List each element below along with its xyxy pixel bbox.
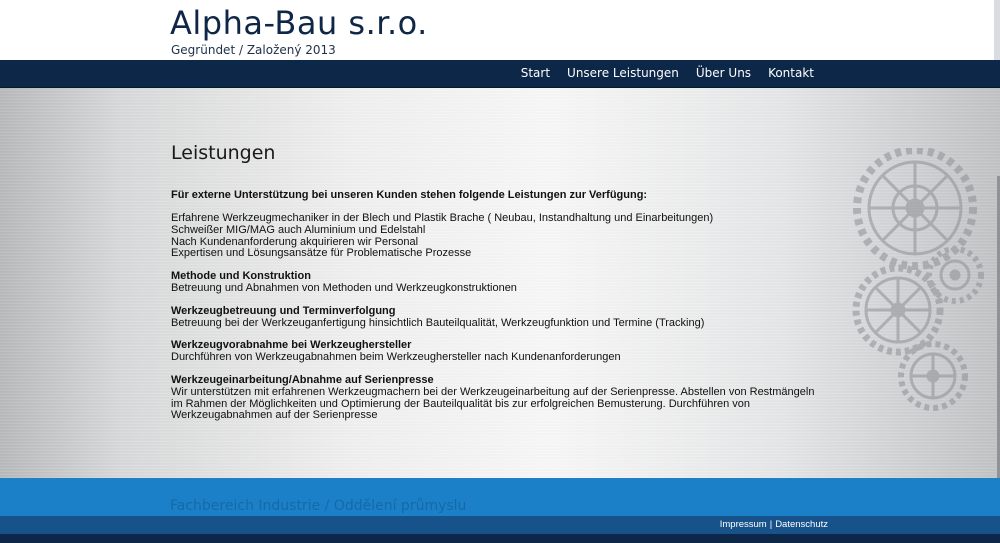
nav-item-kontakt[interactable]: Kontakt [768,66,814,80]
department-text: Fachbereich Industrie / Oddělení průmyslu [170,498,467,514]
site-tagline: Gegründet / Založený 2013 [171,43,336,57]
service-text: Wir unterstützen mit erfahrenen Werkzeugmachern bei der Werkzeugeinarbeitung auf der Serienpresse. Abstellen von Restmängeln im Rahmen der Möglichkeiten und Optimierung der Bauteilqualität bis zur erfolgreichen Bemusterung. Durchführen von Werkzeugabnahmen auf der Serienpresse [171,385,815,422]
department-band [0,478,1000,516]
service-section [171,340,821,364]
content-area [0,88,1000,478]
service-title: Methode und Konstruktion [171,270,311,282]
service-title: Werkzeugbetreuung und Terminverfolgung [171,305,396,317]
gears-icon [840,148,1000,418]
service-text: Betreuung bei der Werkzeuganfertigung hinsichtlich Bauteilqualität, Werkzeugfunktion und Termine (Tracking) [171,316,705,329]
intro-block [171,190,821,202]
intro-line: Nach Kundenanforderung akquirieren wir Personal [171,235,419,248]
footer-links [720,519,828,530]
nav-item-start[interactable]: Start [520,66,551,80]
service-text: Betreuung und Abnahmen von Methoden und Werkzeugkonstruktionen [171,281,517,294]
page-title: Leistungen [171,142,276,164]
service-section [171,306,821,330]
service-text: Durchführen von Werkzeugabnahmen beim Werkzeughersteller nach Kundenanforderungen [171,350,621,363]
site-footer [0,516,1000,534]
bottom-strip [0,534,1000,543]
intro-heading: Für externe Unterstützung bei unseren Kunden stehen folgende Leistungen zur Verfügung: [171,189,648,201]
datenschutz-link[interactable]: Datenschutz [775,519,828,530]
service-title: Werkzeugvorabnahme bei Werkzeughersteller [171,339,412,351]
intro-line: Erfahrene Werkzeugmechaniker in der Blech und Plastik Brache ( Neubau, Instandhaltung und Einarbeitungen) [171,212,714,224]
scrollbar-track[interactable] [994,0,1000,60]
intro-list [171,213,821,260]
nav-item-leistungen[interactable]: Unsere Leistungen [567,66,679,80]
site-header [0,0,1000,60]
site-title[interactable]: Alpha-Bau s.r.o. [170,4,428,42]
intro-line: Schweißer MIG/MAG auch Aluminium und Edelstahl [171,223,426,236]
nav-item-ueber-uns[interactable]: Über Uns [695,66,752,80]
service-section [171,271,821,295]
main-navigation [0,60,1000,88]
service-title: Werkzeugeinarbeitung/Abnahme auf Serienpresse [171,374,434,386]
footer-separator: | [769,519,773,530]
intro-line: Expertisen und Lösungsansätze für Problematische Prozesse [171,247,472,260]
impressum-link[interactable]: Impressum [719,519,767,530]
service-section [171,375,821,422]
